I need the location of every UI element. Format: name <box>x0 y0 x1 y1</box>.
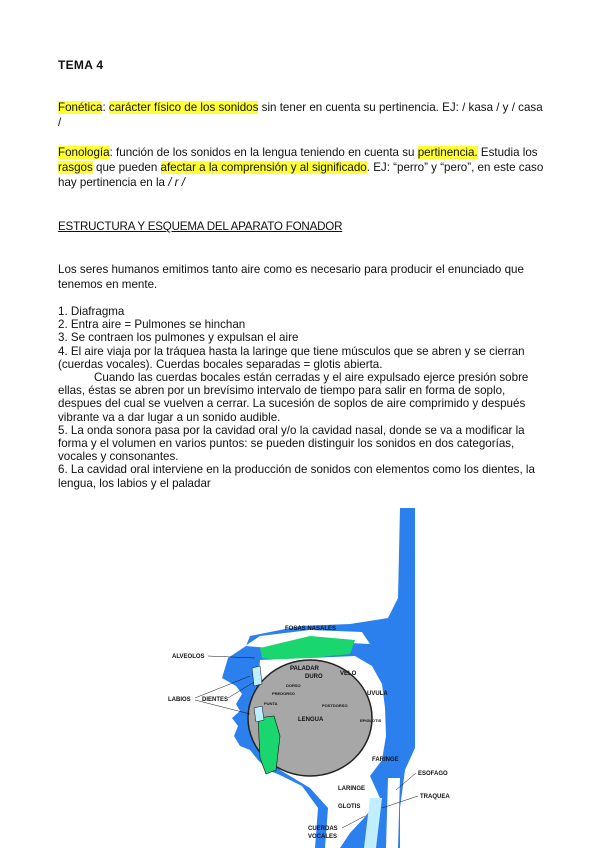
label-vocales: VOCALES <box>308 834 338 840</box>
page-title: TEMA 4 <box>58 58 104 72</box>
label-dorso: DORSO <box>286 683 301 688</box>
label-laringe: LARINGE <box>338 786 365 792</box>
fonetica-term: Fonética <box>58 101 103 114</box>
fonologia-term: Fonología <box>58 146 110 159</box>
fonologia-phoneme: / r / <box>168 176 185 189</box>
lower-teeth <box>254 706 264 722</box>
fonologia-paragraph <box>58 145 544 190</box>
steps-list <box>58 305 548 490</box>
jaw-green <box>258 716 280 774</box>
step-item: 4. El aire viaja por la tráquea hasta la laringe que tiene músculos que se abren y se cierran (cuerdas vocales). Cuerdas bocales separadas = glotis abierta. <box>58 344 525 371</box>
intro-paragraph: Los seres humanos emitimos tanto aire como es necesario para producir el enunciado que tenemos en mente. <box>58 263 524 291</box>
label-glotis: GLOTIS <box>338 804 361 810</box>
label-predorso: PREDORSO <box>272 691 295 696</box>
fonetica-highlight: carácter físico de los sonidos <box>108 101 259 114</box>
label-traquea: TRAQUEA <box>420 794 450 800</box>
fonetica-paragraph <box>58 100 544 130</box>
label-punta: PUNTA <box>264 701 278 706</box>
fonologia-part2: Estudia los <box>477 146 538 159</box>
upper-teeth <box>252 666 262 686</box>
label-duro: DURO <box>305 674 323 680</box>
label-paladar: PALADAR <box>290 666 319 672</box>
label-uvula: UVULA <box>367 691 388 697</box>
fonetica-rest: sin tener en cuenta su pertinencia. EJ: / kasa / y / casa / <box>58 101 543 129</box>
label-dientes: DIENTES <box>202 697 229 703</box>
label-faringe: FARINGE <box>372 757 399 763</box>
label-esofago: ESOFAGO <box>418 771 448 777</box>
step-item: 5. La onda sonora pasa por la cavidad oral y/o la cavidad nasal, donde se va a modificar la forma y el volumen en varios puntos: se pueden distinguir los sonidos en dos categorías, vocales y consonantes. <box>58 423 525 464</box>
section-title: ESTRUCTURA Y ESQUEMA DEL APARATO FONADOR <box>58 220 343 233</box>
label-cuerdas: CUERDAS <box>308 826 338 832</box>
label-velo: VELO <box>340 671 357 677</box>
fonologia-hl3: afectar a la comprensión y al significado <box>160 161 367 174</box>
fonologia-hl1: pertinencia. <box>417 146 478 159</box>
step-item: 1. Diafragma <box>58 305 125 318</box>
fonologia-hl2: rasgos <box>58 161 93 174</box>
label-lengua: LENGUA <box>298 717 324 723</box>
vocal-apparatus-diagram <box>150 508 450 848</box>
label-postdorso: POSTDORSO <box>322 703 348 708</box>
step-item: Cuando las cuerdas bocales están cerradas y el aire expulsado ejerce presión sobre ellas, éstas se abren por un brevísimo intervalo de tiempo para salir en forma de soplo, despues del cual se vuelven a cerrar. La sucesión de soplos de aire comprimido y después vibrante va a dar lugar a un sonido audible. <box>58 371 529 424</box>
fonetica-colon: : <box>102 101 109 114</box>
step-item: 3. Se contraen los pulmones y expulsan el aire <box>58 331 299 345</box>
fonologia-part1: : función de los sonidos en la lengua teniendo en cuenta su <box>109 146 418 159</box>
fonologia-part3: que pueden <box>92 161 161 174</box>
step-item: 2. Entra aire = Pulmones se hinchan <box>58 318 246 332</box>
label-fosas-nasales: FOSAS NASALES <box>285 626 337 632</box>
fonologia-part4: . EJ: “perro” y “pero”, en este caso hay pertinencia en la <box>58 161 544 189</box>
label-labios: LABIOS <box>168 697 191 703</box>
label-alveolos: ALVEOLOS <box>172 654 205 660</box>
step-item: 6. La cavidad oral interviene en la producción de sonidos con elementos como los dientes, la lengua, los labios y el paladar <box>58 463 535 490</box>
label-epiglotis: EPIGLOTIS <box>360 718 382 723</box>
